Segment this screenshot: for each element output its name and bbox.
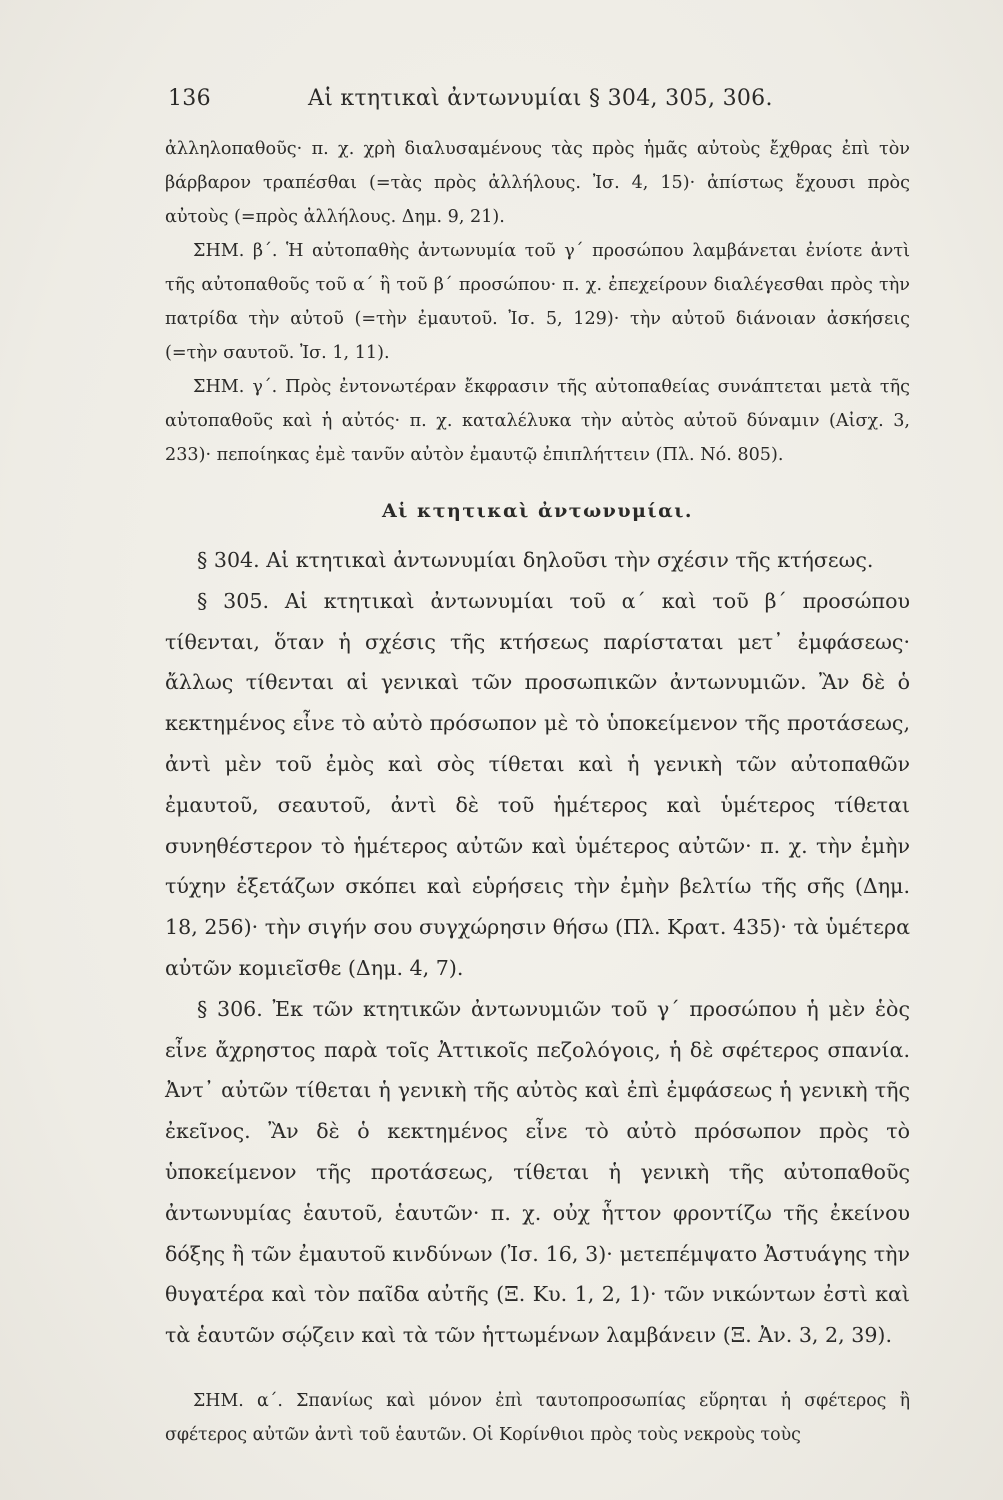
paragraph-305: § 305. Αἱ κτητικαὶ ἀντωνυμίαι τοῦ α΄ καὶ τοῦ β΄ προσώπου τίθενται, ὅταν ἡ σχέσις τῆς κτήσεως παρίσταται μετ᾽ ἐμφάσεως· ἄλλως τίθενται αἱ γενικαὶ τῶν προσωπικῶν ἀντωνυμιῶν. Ἂν δὲ ὁ κεκτημένος εἶνε τὸ αὐτὸ πρόσωπον μὲ τὸ ὑποκείμενον τῆς προτάσεως, ἀντὶ μὲν τοῦ ἐμὸς καὶ σὸς τίθεται καὶ ἡ γενικὴ τῶν αὐτοπαθῶν ἐμαυτοῦ, σεαυτοῦ, ἀντὶ δὲ τοῦ ἡμέτερος καὶ ὑμέτερος τίθεται συνηθέστερον τὸ ἡμέτερος αὐτῶν καὶ ὑμέτερος αὐτῶν· π. χ. τὴν ἐμὴν τύχην ἐξετάζων σκόπει καὶ εὑρήσεις τὴν ἐμὴν βελτίω τῆς σῆς (Δημ. 18, 256)· τὴν σιγήν σου συγχώρησιν θήσω (Πλ. Κρατ. 435)· τὰ ὑμέτερα αὐτῶν κομιεῖσθε (Δημ. 4, 7). bbox=[165, 588, 910, 980]
running-title: Αἱ κτητικαὶ ἀντωνυμίαι § 304, 305, 306. bbox=[308, 86, 773, 111]
paragraph-306: § 306. Ἐκ τῶν κτητικῶν ἀντωνυμιῶν τοῦ γ΄ προσώπου ἡ μὲν ἑὸς εἶνε ἄχρηστος παρὰ τοῖς Ἀττικοῖς πεζολόγοις, ἡ δὲ σφέτερος σπανία. Ἀντ᾽ αὐτῶν τίθεται ἡ γενικὴ τῆς αὐτὸς καὶ ἐπὶ ἐμφάσεως ἡ γενικὴ τῆς ἐκεῖνος. Ἂν δὲ ὁ κεκτημένος εἶνε τὸ αὐτὸ πρόσωπον πρὸς τὸ ὑποκείμενον τῆς προτάσεως, τίθεται ἡ γενικὴ τῆς αὐτοπαθοῦς ἀντωνυμίας ἑαυτοῦ, ἑαυτῶν· π. χ. οὐχ ἧττον φροντίζω τῆς ἐκείνου δόξης ἢ τῶν ἐμαυτοῦ κινδύνων (Ἰσ. 16, 3)· μετεπέμψατο Ἀστυάγης τὴν θυγατέρα καὶ τὸν παῖδα αὐτῆς (Ξ. Κυ. 1, 2, 1)· τῶν νικώντων ἐστὶ καὶ τὰ ἑαυτῶν σῴζειν καὶ τὰ τῶν ἡττωμένων λαμβάνειν (Ξ. Ἀν. 3, 2, 39). bbox=[165, 996, 910, 1348]
bottom-note bbox=[165, 1384, 910, 1452]
note-beta: ΣΗΜ. β΄. Ἡ αὐτοπαθὴς ἀντωνυμία τοῦ γ΄ προσώπου λαμβάνεται ἐνίοτε ἀντὶ τῆς αὐτοπαθοῦς τοῦ α΄ ἢ τοῦ β΄ προσώπου· π. χ. ἐπεχείρουν διαλέγεσθαι πρὸς τὴν πατρίδα τὴν αὐτοῦ (=τὴν ἐμαυτοῦ. Ἰσ. 5, 129)· τὴν αὐτοῦ διάνοιαν ἀσκήσεις (=τὴν σαυτοῦ. Ἰσ. 1, 11). bbox=[165, 241, 910, 363]
paragraph-304: § 304. Αἱ κτητικαὶ ἀντωνυμίαι δηλοῦσι τὴν σχέσιν τῆς κτήσεως. bbox=[197, 548, 874, 572]
top-notes bbox=[165, 132, 910, 472]
main-text bbox=[165, 540, 910, 1356]
section-heading: Αἱ κτητικαὶ ἀντωνυμίαι. bbox=[381, 500, 694, 522]
note-alpha: ΣΗΜ. α΄. Σπανίως καὶ μόνον ἐπὶ ταυτοπροσωπίας εὕρηται ἡ σφέτερος ἢ σφέτερος αὐτῶν ἀντὶ τοῦ ἑαυτῶν. Οἱ Κορίνθιοι πρὸς τοὺς νεκροὺς τοὺς bbox=[165, 1391, 910, 1445]
page-number: 136 bbox=[168, 86, 211, 111]
continuation-text: ἀλληλοπαθοῦς· π. χ. χρὴ διαλυσαμένους τὰς πρὸς ἡμᾶς αὐτοὺς ἔχθρας ἐπὶ τὸν βάρβαρον τραπέσθαι (=τὰς πρὸς ἀλλήλους. Ἰσ. 4, 15)· ἀπίστως ἔχουσι πρὸς αὐτοὺς (=πρὸς ἀλλήλους. Δημ. 9, 21). bbox=[165, 139, 910, 227]
running-head bbox=[168, 86, 908, 111]
note-gamma: ΣΗΜ. γ΄. Πρὸς ἐντονωτέραν ἔκφρασιν τῆς αὐτοπαθείας συνάπτεται μετὰ τῆς αὐτοπαθοῦς καὶ ἡ αὐτός· π. χ. καταλέλυκα τὴν αὐτὸς αὐτοῦ δύναμιν (Αἰσχ. 3, 233)· πεποίηκας ἐμὲ τανῦν αὐτὸν ἐμαυτῷ ἐπιπλήττειν (Πλ. Νό. 805). bbox=[165, 377, 910, 465]
